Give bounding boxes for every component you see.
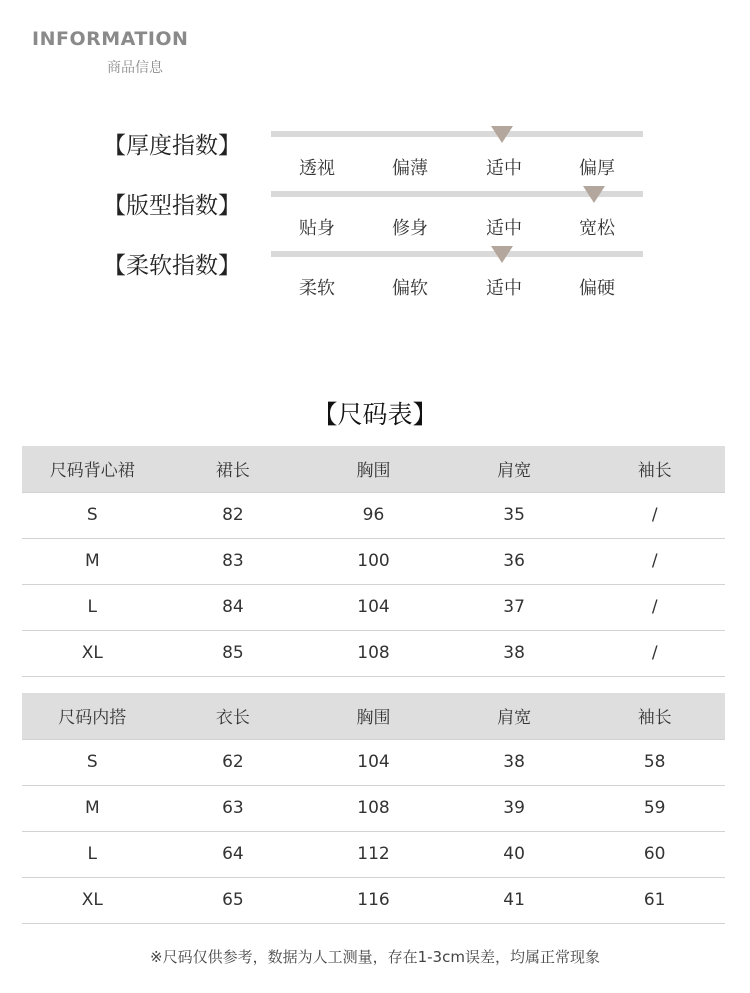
table-cell: 38 xyxy=(444,739,585,785)
index-option: 偏软 xyxy=(392,278,428,299)
table-row xyxy=(22,739,725,785)
table-header-cell: 裙长 xyxy=(163,446,304,492)
index-bar xyxy=(271,251,643,257)
table-row xyxy=(22,492,725,538)
table-cell: 61 xyxy=(584,877,725,923)
index-option: 透视 xyxy=(299,158,335,179)
table-cell: 64 xyxy=(163,831,304,877)
table-row xyxy=(22,785,725,831)
index-row-thickness xyxy=(0,127,750,187)
table-header-row xyxy=(22,446,725,492)
table-header-cell: 肩宽 xyxy=(444,693,585,739)
table-cell: / xyxy=(584,584,725,630)
table-cell: 84 xyxy=(163,584,304,630)
table-cell: 40 xyxy=(444,831,585,877)
index-option: 偏厚 xyxy=(579,158,615,179)
table-cell: 100 xyxy=(303,538,444,584)
table-cell: 60 xyxy=(584,831,725,877)
table-header-cell: 尺码内搭 xyxy=(22,693,163,739)
table-header-cell: 尺码背心裙 xyxy=(22,446,163,492)
table-row xyxy=(22,630,725,676)
info-title: INFORMATION xyxy=(32,28,189,50)
table-cell: L xyxy=(22,584,163,630)
table-cell: M xyxy=(22,538,163,584)
index-option-selected: 适中 xyxy=(486,158,522,179)
index-option-selected: 适中 xyxy=(486,278,522,299)
table-cell: S xyxy=(22,739,163,785)
table-cell: L xyxy=(22,831,163,877)
table-cell: 85 xyxy=(163,630,304,676)
table-header-row xyxy=(22,693,725,739)
table-cell: 38 xyxy=(444,630,585,676)
table-row xyxy=(22,584,725,630)
table-cell: S xyxy=(22,492,163,538)
table-cell: 59 xyxy=(584,785,725,831)
table-cell: 104 xyxy=(303,584,444,630)
table-cell: XL xyxy=(22,630,163,676)
table-cell: 108 xyxy=(303,630,444,676)
table-cell: / xyxy=(584,492,725,538)
index-option: 偏硬 xyxy=(579,278,615,299)
table-row xyxy=(22,831,725,877)
table-cell: 96 xyxy=(303,492,444,538)
table-cell: 108 xyxy=(303,785,444,831)
size-chart-title: 【尺码表】 xyxy=(312,400,438,429)
table-cell: XL xyxy=(22,877,163,923)
table-header-cell: 肩宽 xyxy=(444,446,585,492)
index-option: 修身 xyxy=(392,218,428,239)
table-header-cell: 胸围 xyxy=(303,446,444,492)
index-option: 偏薄 xyxy=(392,158,428,179)
index-option: 柔软 xyxy=(299,278,335,299)
index-marker-icon xyxy=(491,246,513,263)
table-cell: 83 xyxy=(163,538,304,584)
table-cell: / xyxy=(584,538,725,584)
table-cell: 36 xyxy=(444,538,585,584)
table-cell: 35 xyxy=(444,492,585,538)
index-marker-icon xyxy=(491,126,513,143)
index-option-selected: 宽松 xyxy=(579,218,615,239)
table-cell: / xyxy=(584,630,725,676)
table-row xyxy=(22,538,725,584)
table-header-cell: 胸围 xyxy=(303,693,444,739)
index-label: 【版型指数】 xyxy=(103,193,241,219)
table-header-cell: 袖长 xyxy=(584,446,725,492)
table-cell: 37 xyxy=(444,584,585,630)
table-header-cell: 衣长 xyxy=(163,693,304,739)
index-option: 适中 xyxy=(486,218,522,239)
size-table-dress xyxy=(22,446,725,677)
table-cell: 104 xyxy=(303,739,444,785)
index-option: 贴身 xyxy=(299,218,335,239)
index-label: 【柔软指数】 xyxy=(103,253,241,279)
table-cell: 39 xyxy=(444,785,585,831)
index-bar xyxy=(271,191,643,197)
table-cell: 65 xyxy=(163,877,304,923)
index-label: 【厚度指数】 xyxy=(103,133,241,159)
size-note: ※尺码仅供参考，数据为人工测量，存在1-3cm误差，均属正常现象 xyxy=(150,948,600,966)
info-subtitle: 商品信息 xyxy=(107,60,163,76)
table-cell: 58 xyxy=(584,739,725,785)
table-cell: 63 xyxy=(163,785,304,831)
table-cell: 62 xyxy=(163,739,304,785)
index-row-softness xyxy=(0,247,750,307)
table-cell: M xyxy=(22,785,163,831)
table-row xyxy=(22,877,725,923)
table-cell: 41 xyxy=(444,877,585,923)
size-table-inner xyxy=(22,693,725,924)
index-bar xyxy=(271,131,643,137)
table-cell: 116 xyxy=(303,877,444,923)
table-cell: 112 xyxy=(303,831,444,877)
index-marker-icon xyxy=(583,186,605,203)
index-row-fit xyxy=(0,187,750,247)
table-header-cell: 袖长 xyxy=(584,693,725,739)
table-cell: 82 xyxy=(163,492,304,538)
